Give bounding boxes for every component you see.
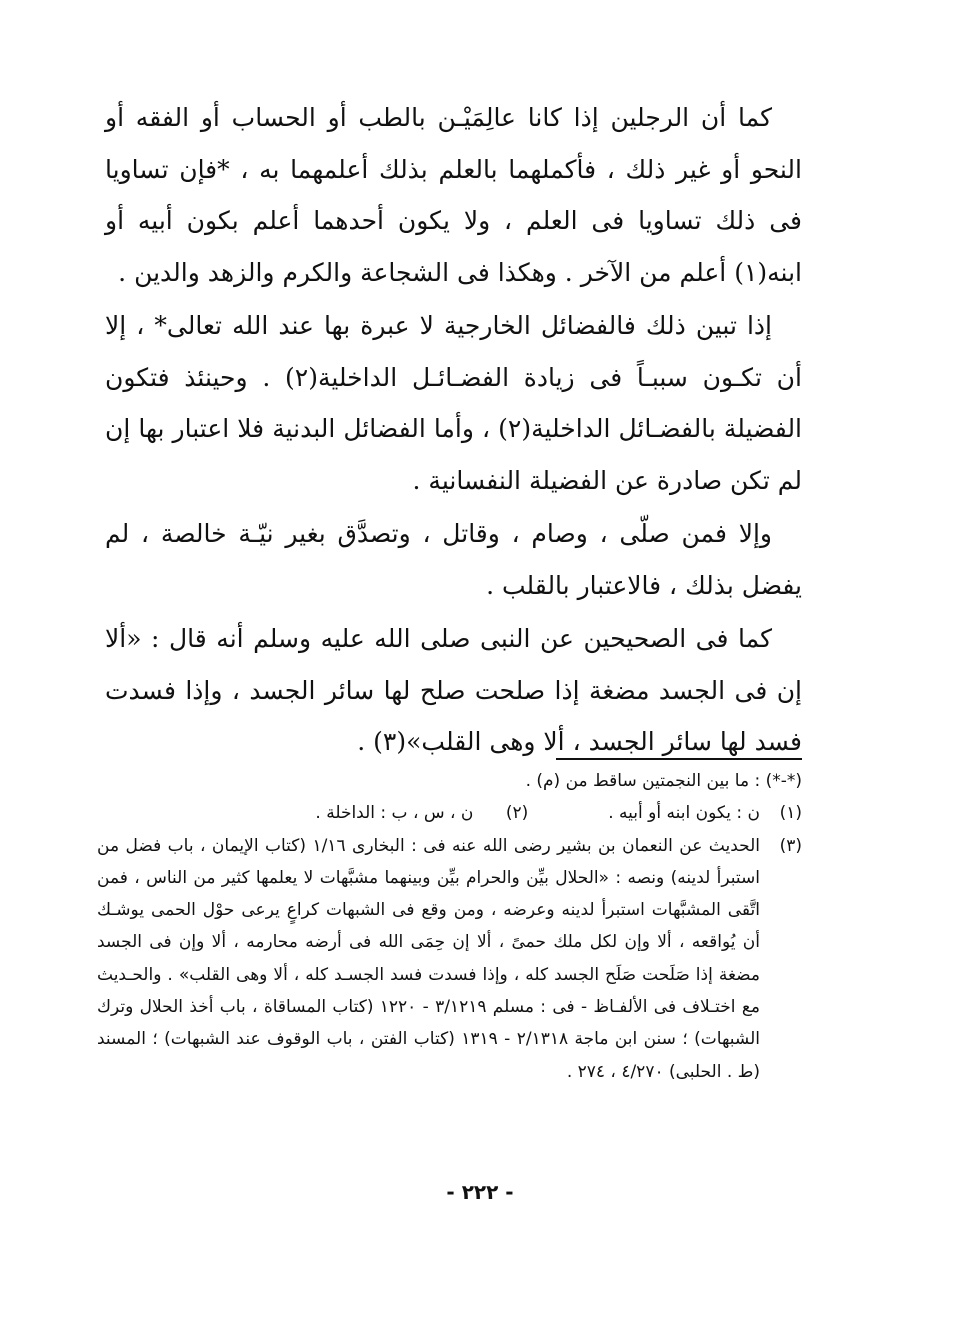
footnote-3-number: (٣) bbox=[779, 835, 802, 856]
paragraph-1: كما أن الرجلين إذا كانا عالِمَيْـن بالطب أو الحساب أو الفقه أو النحو أو غير ذلك ، فأكملهما بالعلم بذلك أعلمهما به ، *فإن تساويا فى ذلك تساويا فى العلم ، ولا يكون أحدهما أعلم بكون أبيه أو ابنه(١) أعلم من الآخر . وهكذا فى الشجاعة والكرم والزهد والدين . bbox=[105, 103, 802, 287]
footnote-3-text: الحديث عن النعمان بن بشير رضى الله عنه فى : البخارى ١/١٦ (كتاب الإيمان ، باب فضل من استبرأ لدينه) ونصه : «الحلال بيِّن والحرام بيِّن وبينهما مشبَّهات لا يعلمها كثير من الناس ، فمن اتَّقى المشبَّهات استبرأ لدينه وعرضه ، ومن وقع فى الشبهات كراعٍ يرعى حوْل الحمى يوشـك أن يُواقعه ، ألا وإن لكل ملك حمىً ، ألا إن حِمَى الله فى أرضه محارمه ، ألا وإن فى الجسد مضغة إذا صَلَحت صَلَح الجسد كله ، وإذا فسدت فسد الجسـد كله ، ألا وهى القلب» . والحـديث مع اختـلاف فى الألفـاظ - فى : مسلم ٣/١٢١٩ - ١٢٢٠ (كتاب المساقاة ، باب أخذ الحلال وترك الشبهات) ؛ سنن ابن ماجة ٢/١٣١٨ - ١٣١٩ (كتاب الفتن ، باب الوقوف عند الشبهات) ؛ المسند (ط . الحلبى) ٤/٢٧٠ ، ٢٧٤ . bbox=[97, 835, 760, 1082]
footnote-2-number: (٢) bbox=[505, 803, 529, 824]
page-number: - ٢٢٢ - bbox=[446, 1180, 514, 1204]
paragraph-4: كما فى الصحيحين عن النبى صلى الله عليه وسلم أنه قال : «ألا إن فى الجسد مضغة إذا صلحت صلح لها سائر الجسد ، وإذا فسدت فسد لها سائر الجسد ، ألا وهى القلب»(٣) . bbox=[105, 624, 802, 756]
footnotes bbox=[97, 765, 802, 1088]
footnote-row-3 bbox=[97, 830, 802, 1088]
footnote-1-number: (١) bbox=[779, 803, 802, 824]
footnote-row-1-2 bbox=[97, 797, 802, 829]
footnote-separator bbox=[556, 758, 802, 760]
main-text bbox=[105, 92, 802, 770]
paragraph-3: وإلا فمن صلّى ، وصام ، وقاتل ، وتصدَّق بغير نيّـة خالصة ، لم يفضل بذلك ، فالاعتبار بالقلب . bbox=[105, 519, 802, 600]
paragraph-2: إذا تبين ذلك فالفضائل الخارجية لا عبرة بها عند الله تعالى* ، إلا أن تكـون سببـاً فى زيادة الفضـائـل الداخلية(٢) . وحينئذ فتكون الفضيلة بالفضـائل الداخلية(٢) ، وأما الفضائل البدنية فلا اعتبار بها إن لم تكن صادرة عن الفضيلة النفسانية . bbox=[105, 311, 803, 495]
footnote-1-text: ن : يكون ابنه أو أبيه . bbox=[608, 803, 760, 824]
footnote-2 bbox=[315, 797, 528, 829]
footnote-star: (*-*) : ما بين النجمتين ساقط من (م) . bbox=[525, 771, 802, 791]
footnote-2-text: ن ، س ، ب : الداخلة . bbox=[315, 803, 474, 824]
